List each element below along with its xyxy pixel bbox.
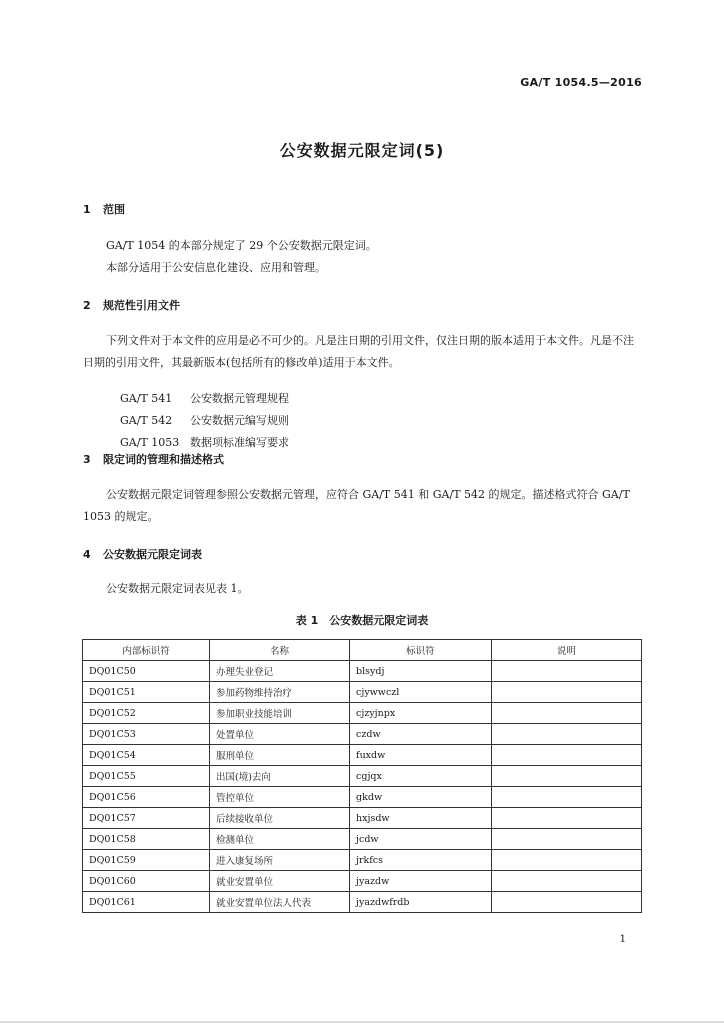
table-cell: jyazdw	[350, 871, 492, 892]
reference-code: GA/T 542	[120, 414, 173, 427]
table-cell: 管控单位	[209, 787, 349, 808]
page-divider	[0, 1021, 724, 1023]
header-cell: 说明	[491, 640, 641, 661]
table-cell: DQ01C57	[83, 808, 210, 829]
header-cell: 标识符	[350, 640, 492, 661]
table-row	[83, 703, 642, 724]
table-cell	[491, 871, 641, 892]
table-cell: hxjsdw	[350, 808, 492, 829]
table-cell: jrkfcs	[350, 850, 492, 871]
section-number: 4	[83, 548, 91, 561]
table-caption: 表 1 公安数据元限定词表	[295, 614, 429, 627]
table-cell: cgjqx	[350, 766, 492, 787]
table-row	[83, 682, 642, 703]
table-cell: cjywwczl	[350, 682, 492, 703]
header-cell: 名称	[209, 640, 349, 661]
section-4-heading	[83, 546, 202, 562]
section-title: 公安数据元限定词表	[103, 548, 202, 561]
table-header-row	[83, 640, 642, 661]
table-cell	[491, 745, 641, 766]
table-cell: 检测单位	[209, 829, 349, 850]
table-row	[83, 850, 642, 871]
table-cell	[491, 661, 641, 682]
table-cell	[491, 682, 641, 703]
table-cell: DQ01C61	[83, 892, 210, 913]
section-4-paragraph-1: 公安数据元限定词表见表 1。	[106, 582, 249, 595]
reference-name: 公安数据元管理规程	[190, 392, 289, 405]
table-cell: DQ01C55	[83, 766, 210, 787]
table-cell: 后续接收单位	[209, 808, 349, 829]
table-cell: 进入康复场所	[209, 850, 349, 871]
table-cell: jcdw	[350, 829, 492, 850]
section-title: 规范性引用文件	[103, 299, 180, 312]
table-cell	[491, 892, 641, 913]
section-number: 1	[83, 203, 91, 216]
table-cell	[491, 808, 641, 829]
table-cell: DQ01C56	[83, 787, 210, 808]
table-cell	[491, 703, 641, 724]
section-3-paragraph-1: 公安数据元限定词管理参照公安数据元管理，应符合 GA/T 541 和 GA/T 542 的规定。描述格式符合 GA/T 1053 的规定。	[83, 488, 630, 523]
section-title: 范围	[103, 203, 125, 216]
table-cell: 就业安置单位法人代表	[209, 892, 349, 913]
table-cell	[491, 850, 641, 871]
table-cell: DQ01C50	[83, 661, 210, 682]
table-cell: 服刑单位	[209, 745, 349, 766]
reference-code: GA/T 541	[120, 392, 173, 405]
reference-code: GA/T 1053	[120, 436, 180, 449]
table-cell: jyazdwfrdb	[350, 892, 492, 913]
table-cell: 就业安置单位	[209, 871, 349, 892]
table-row	[83, 808, 642, 829]
standard-code: GA/T 1054.5—2016	[520, 76, 642, 89]
reference-name: 公安数据元编写规则	[190, 414, 289, 427]
document-title: 公安数据元限定词(5)	[279, 141, 445, 160]
table-row	[83, 724, 642, 745]
table-cell: DQ01C51	[83, 682, 210, 703]
section-3-heading	[83, 451, 224, 467]
section-1-heading	[83, 201, 125, 217]
table-body	[83, 661, 642, 913]
table-cell: DQ01C60	[83, 871, 210, 892]
table-cell: 处置单位	[209, 724, 349, 745]
table-cell: 出国(境)去向	[209, 766, 349, 787]
section-1-paragraph-2: 本部分适用于公安信息化建设、应用和管理。	[106, 261, 326, 274]
table-cell: 参加药物维持治疗	[209, 682, 349, 703]
section-number: 2	[83, 299, 91, 312]
table-cell: cjzyjnpx	[350, 703, 492, 724]
table-row	[83, 829, 642, 850]
table-row	[83, 871, 642, 892]
table-cell: gkdw	[350, 787, 492, 808]
table-cell: DQ01C52	[83, 703, 210, 724]
table-row	[83, 661, 642, 682]
table-cell: blsydj	[350, 661, 492, 682]
table-cell: fuxdw	[350, 745, 492, 766]
section-number: 3	[83, 453, 91, 466]
table-cell	[491, 724, 641, 745]
table-cell: 参加职业技能培训	[209, 703, 349, 724]
section-1-paragraph-1: GA/T 1054 的本部分规定了 29 个公安数据元限定词。	[106, 239, 377, 252]
table-cell: 办理失业登记	[209, 661, 349, 682]
table-row	[83, 787, 642, 808]
table-cell	[491, 787, 641, 808]
reference-name: 数据项标准编写要求	[190, 436, 289, 449]
qualifier-table	[82, 639, 642, 913]
table-cell	[491, 766, 641, 787]
table-cell: DQ01C58	[83, 829, 210, 850]
table-row	[83, 766, 642, 787]
table-row	[83, 892, 642, 913]
section-2-heading	[83, 297, 180, 313]
table-cell: czdw	[350, 724, 492, 745]
table-cell: DQ01C59	[83, 850, 210, 871]
table-cell: DQ01C54	[83, 745, 210, 766]
section-2-paragraph-1: 下列文件对于本文件的应用是必不可少的。凡是注日期的引用文件，仅注日期的版本适用于本文件。凡是不注日期的引用文件，其最新版本(包括所有的修改单)适用于本文件。	[83, 334, 634, 369]
table-cell: DQ01C53	[83, 724, 210, 745]
table-row	[83, 745, 642, 766]
header-cell: 内部标识符	[83, 640, 210, 661]
page-number: 1	[619, 934, 626, 945]
table-cell	[491, 829, 641, 850]
section-title: 限定词的管理和描述格式	[103, 453, 224, 466]
